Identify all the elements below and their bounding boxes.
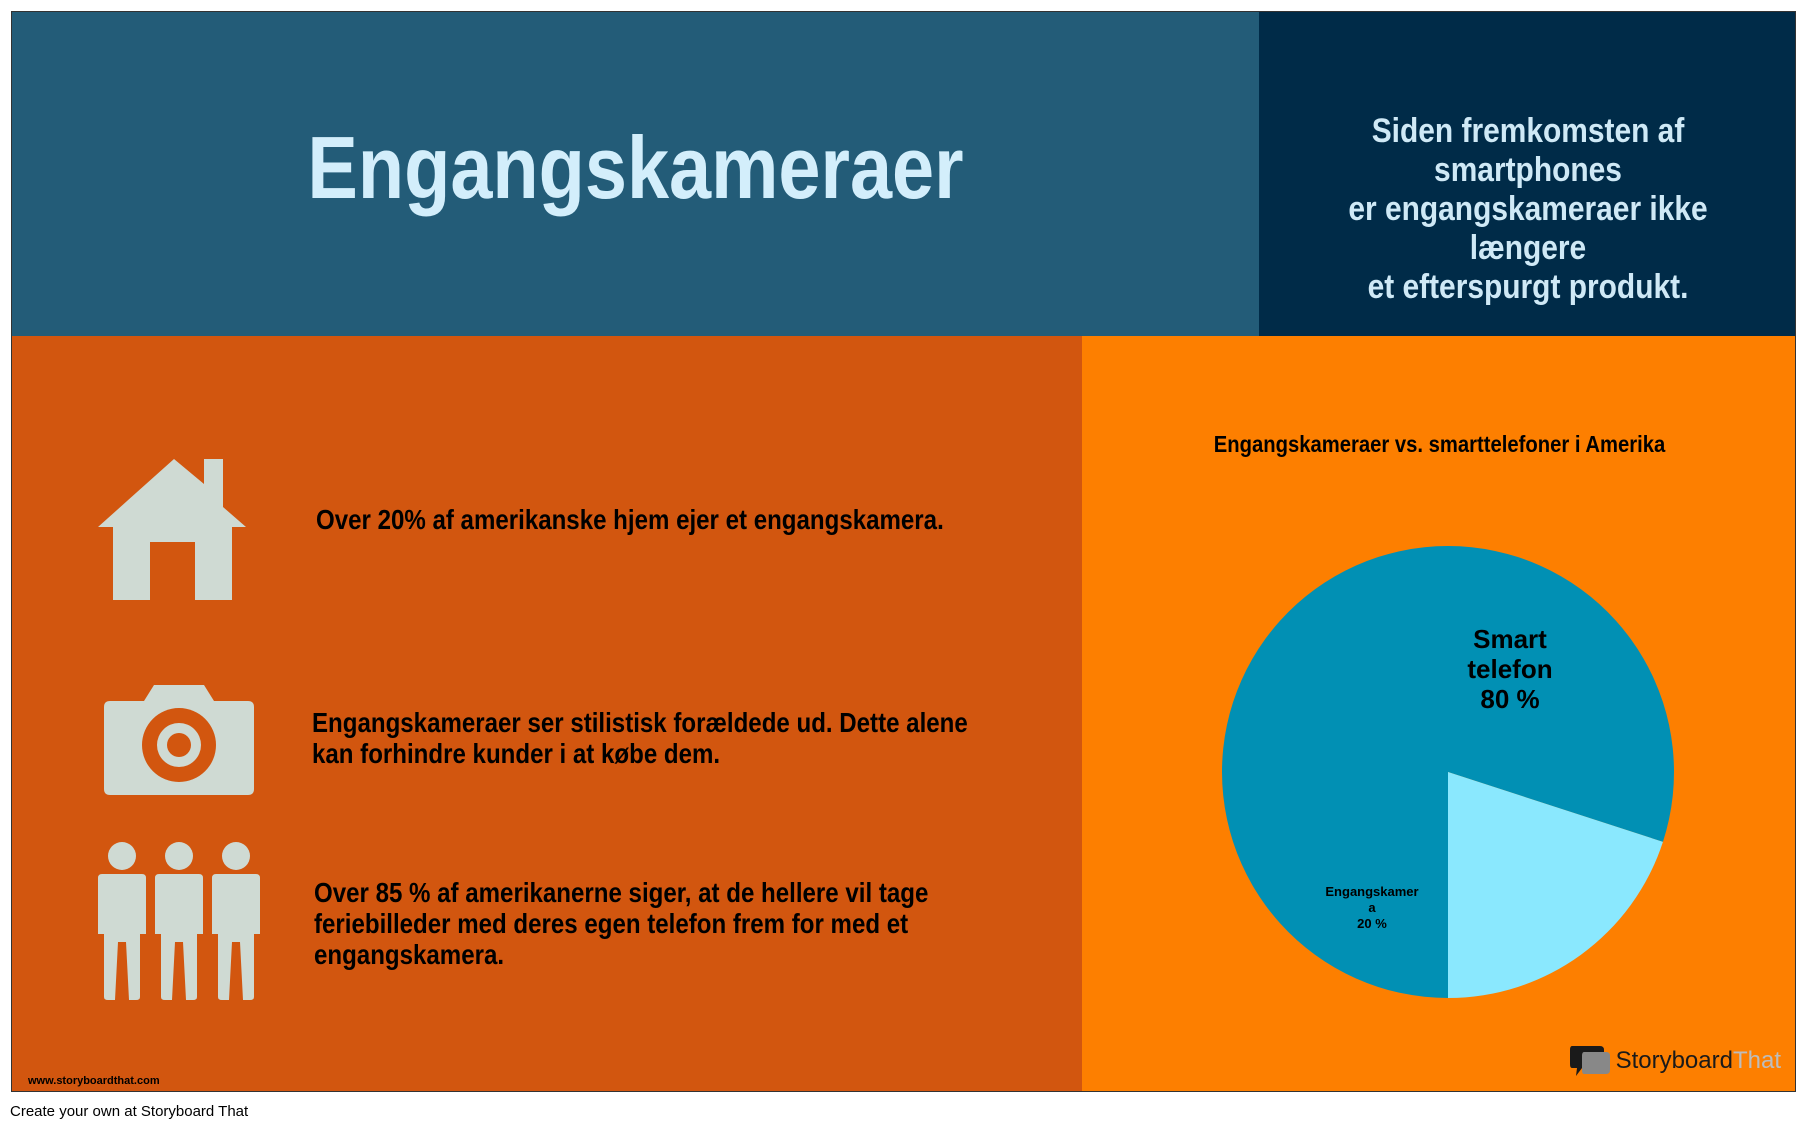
pie-slice-label: Engangskamer a 20 % [1325, 884, 1419, 931]
header-banner [12, 12, 1259, 336]
summary-line: Siden fremkomsten af smartphones [1371, 112, 1685, 189]
fact-line: engangskamera. [314, 939, 505, 970]
infographic-poster [11, 11, 1796, 1092]
chart-panel [1082, 336, 1796, 1092]
header-summary-box [1259, 12, 1796, 336]
pie-chart [1082, 336, 1796, 1092]
fact-line: Over 85 % af amerikanerne siger, at de hellere vil tage [314, 877, 929, 908]
summary-line: er engangskameraer ikke længere [1348, 190, 1708, 267]
facts-panel [12, 336, 1082, 1092]
brand-name-suffix: That [1732, 1047, 1781, 1074]
page-title: Engangskameraer [307, 118, 964, 217]
camera-icon [104, 685, 254, 795]
website-url: www.storyboardthat.com [28, 1075, 160, 1087]
summary-text [1291, 112, 1764, 307]
fact-line: kan forhindre kunder i at købe dem. [312, 738, 721, 769]
footer-credit[interactable]: Create your own at Storyboard That [10, 1103, 249, 1120]
fact-line: Over 20% af amerikanske hjem ejer et engangskamera. [316, 504, 944, 535]
brand-name: Storyboard [1615, 1047, 1733, 1074]
fact-line: Engangskameraer ser stilistisk forældede ud. Dette alene [312, 707, 968, 738]
speech-bubble-icon [1570, 1044, 1610, 1078]
fact-line: feriebilleder med deres egen telefon frem for med et [314, 908, 909, 939]
fact-text-style [312, 707, 968, 769]
chart-title: Engangskameraer vs. smarttelefoner i Amerika [1213, 431, 1666, 457]
pie-slice-label: Smart telefon 80 % [1467, 624, 1553, 714]
people-icon [98, 842, 276, 1000]
summary-line: et efterspurgt produkt. [1367, 268, 1689, 306]
fact-text-homes [316, 504, 944, 535]
storyboardthat-logo [1570, 1043, 1781, 1079]
fact-text-photos [314, 877, 928, 970]
house-icon [98, 456, 248, 600]
